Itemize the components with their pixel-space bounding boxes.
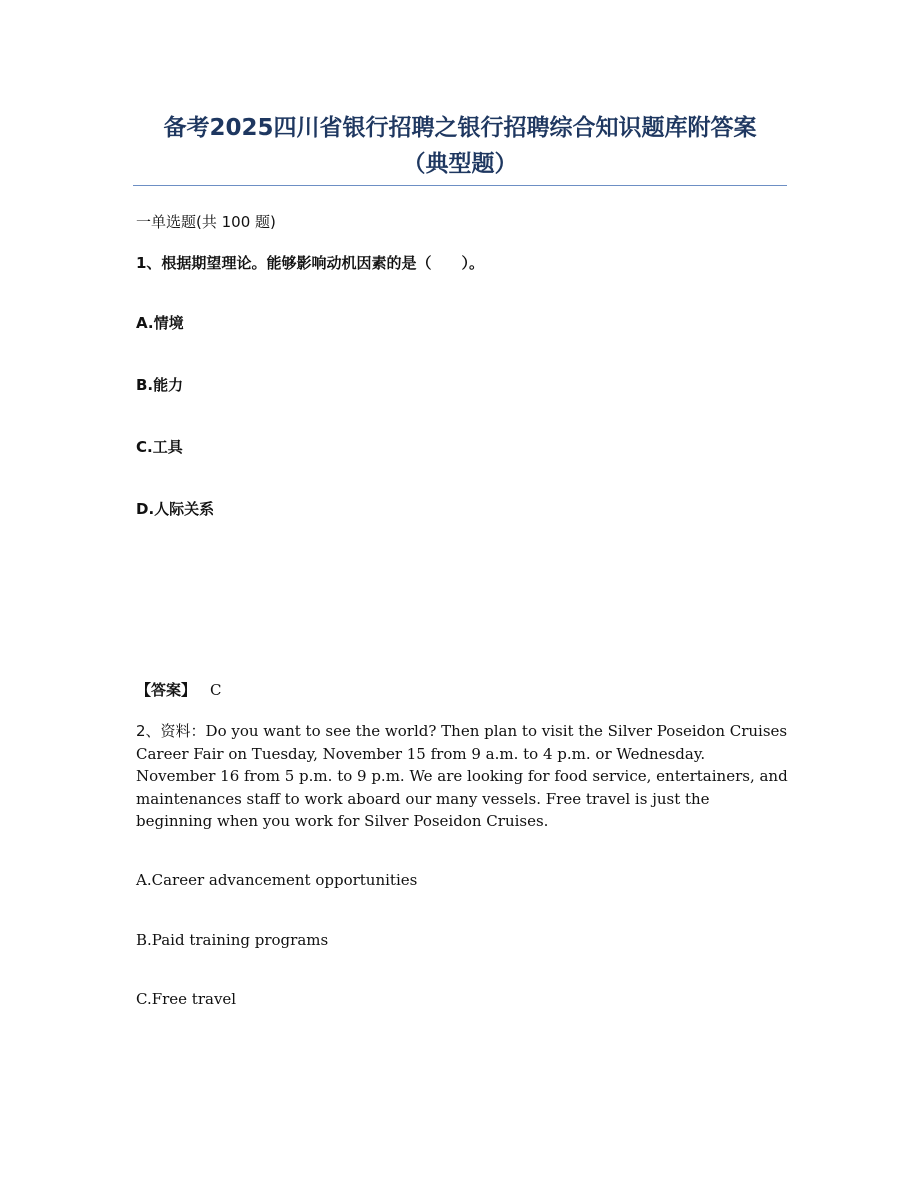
question-2-option-c: C.Free travel — [136, 990, 237, 1008]
question-1-option-a: A.情境 — [136, 314, 184, 332]
question-2-prefix: 2、资料： — [136, 722, 206, 740]
question-1-option-c: C.工具 — [136, 438, 183, 456]
question-1-answer — [136, 680, 222, 700]
question-2-option-b: B.Paid training programs — [136, 931, 329, 949]
question-1-prompt: 1、根据期望理论。能够影响动机因素的是（ ）。 — [136, 254, 484, 272]
answer-value: C — [210, 681, 222, 699]
document-title-line2: （典型题） — [402, 151, 518, 177]
question-2-prompt — [136, 720, 788, 833]
answer-label: 【答案】 — [136, 681, 197, 699]
question-1-option-d: D.人际关系 — [136, 500, 215, 518]
section-header: 一单选题(共 100 题) — [136, 213, 276, 231]
question-2-text: Do you want to see the world? Then plan to visit the Silver Poseidon Cruises Career Fair on Tuesday, November 15 from 9 a.m. to 4 p.m. or Wednesday. November 16 from 5 p.m. to 9 p.m. We are looking for food service, entertainers, and maintenances staff to work aboard our many vessels. Free travel is just the beginning when you work for Silver Poseidon Cruises. — [136, 722, 788, 830]
question-2-option-a: A.Career advancement opportunities — [136, 871, 418, 889]
question-1-option-b: B.能力 — [136, 376, 184, 394]
title-divider — [133, 185, 787, 186]
document-title — [120, 110, 800, 182]
document-title-line1: 备考2025四川省银行招聘之银行招聘综合知识题库附答案 — [163, 115, 757, 141]
